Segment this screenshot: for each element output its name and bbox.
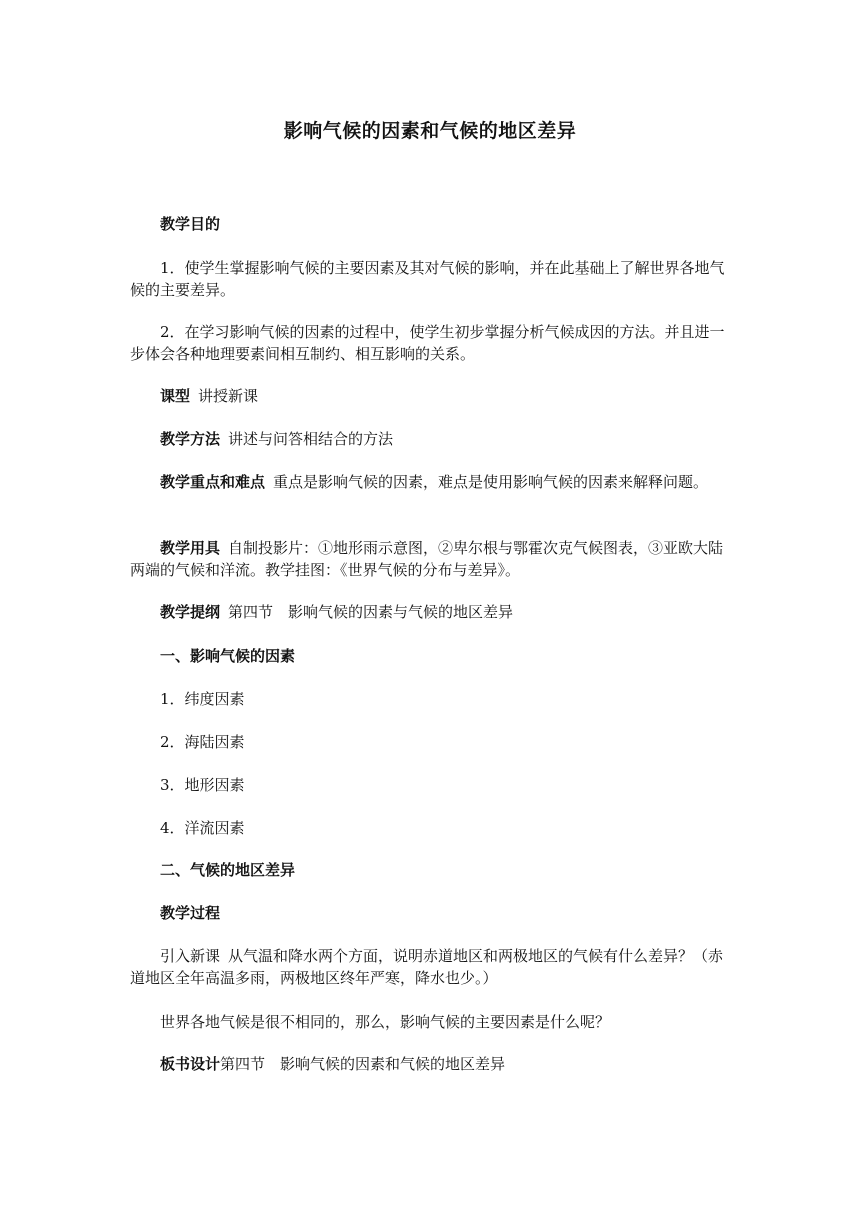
- teaching-tools: [130, 537, 732, 581]
- board-design: [130, 1053, 732, 1075]
- method-label: 教学方法: [160, 430, 221, 448]
- factor-2: 2．海陆因素: [160, 733, 245, 751]
- outline-value: 第四节 影响气候的因素与气候的地区差异: [228, 603, 514, 621]
- board-value: 第四节 影响气候的因素和气候的地区差异: [220, 1055, 506, 1073]
- key-points: [130, 471, 732, 493]
- process-heading: 教学过程: [160, 904, 221, 922]
- key-points-label: 教学重点和难点: [160, 473, 266, 491]
- intro-value: 从气温和降水两个方面，说明赤道地区和两极地区的气候有什么差异？（赤道地区全年高温多雨，两极地区终年严寒，降水也少。）: [130, 947, 724, 987]
- document-title: 影响气候的因素和气候的地区差异: [283, 120, 577, 142]
- lesson-type: [130, 385, 732, 407]
- section-1-heading: 一、影响气候的因素: [160, 647, 296, 665]
- factor-3: 3．地形因素: [160, 776, 245, 794]
- objective-2: 2．在学习影响气候的因素的过程中，使学生初步掌握分析气候成因的方法。并且进一步体会各种地理要素间相互制约、相互影响的关系。: [130, 323, 725, 363]
- question-paragraph: 世界各地气候是很不相同的，那么，影响气候的主要因素是什么呢？: [160, 1013, 611, 1031]
- outline-label: 教学提纲: [160, 603, 221, 621]
- key-points-value: 重点是影响气候的因素，难点是使用影响气候的因素来解释问题。: [273, 473, 709, 491]
- tools-label: 教学用具: [160, 539, 221, 557]
- section-2-heading: 二、气候的地区差异: [160, 861, 296, 879]
- factor-1: 1．纬度因素: [160, 690, 245, 708]
- intro-label: 引入新课: [160, 947, 221, 965]
- objectives-heading: 教学目的: [160, 215, 221, 233]
- factor-4: 4．洋流因素: [160, 819, 245, 837]
- lesson-type-label: 课型: [160, 387, 191, 405]
- teaching-method: [130, 428, 732, 450]
- tools-value: 自制投影片：①地形雨示意图，②卑尔根与鄂霍次克气候图表，③亚欧大陆两端的气候和洋流。教学挂图：《世界气候的分布与差异》。: [130, 539, 724, 579]
- objective-1: 1．使学生掌握影响气候的主要因素及其对气候的影响，并在此基础上了解世界各地气候的主要差异。: [130, 259, 725, 299]
- board-label: 板书设计: [160, 1055, 221, 1073]
- teaching-outline: [130, 601, 732, 623]
- method-value: 讲述与问答相结合的方法: [228, 430, 394, 448]
- lesson-type-value: 讲授新课: [198, 387, 259, 405]
- intro-paragraph: [130, 945, 732, 989]
